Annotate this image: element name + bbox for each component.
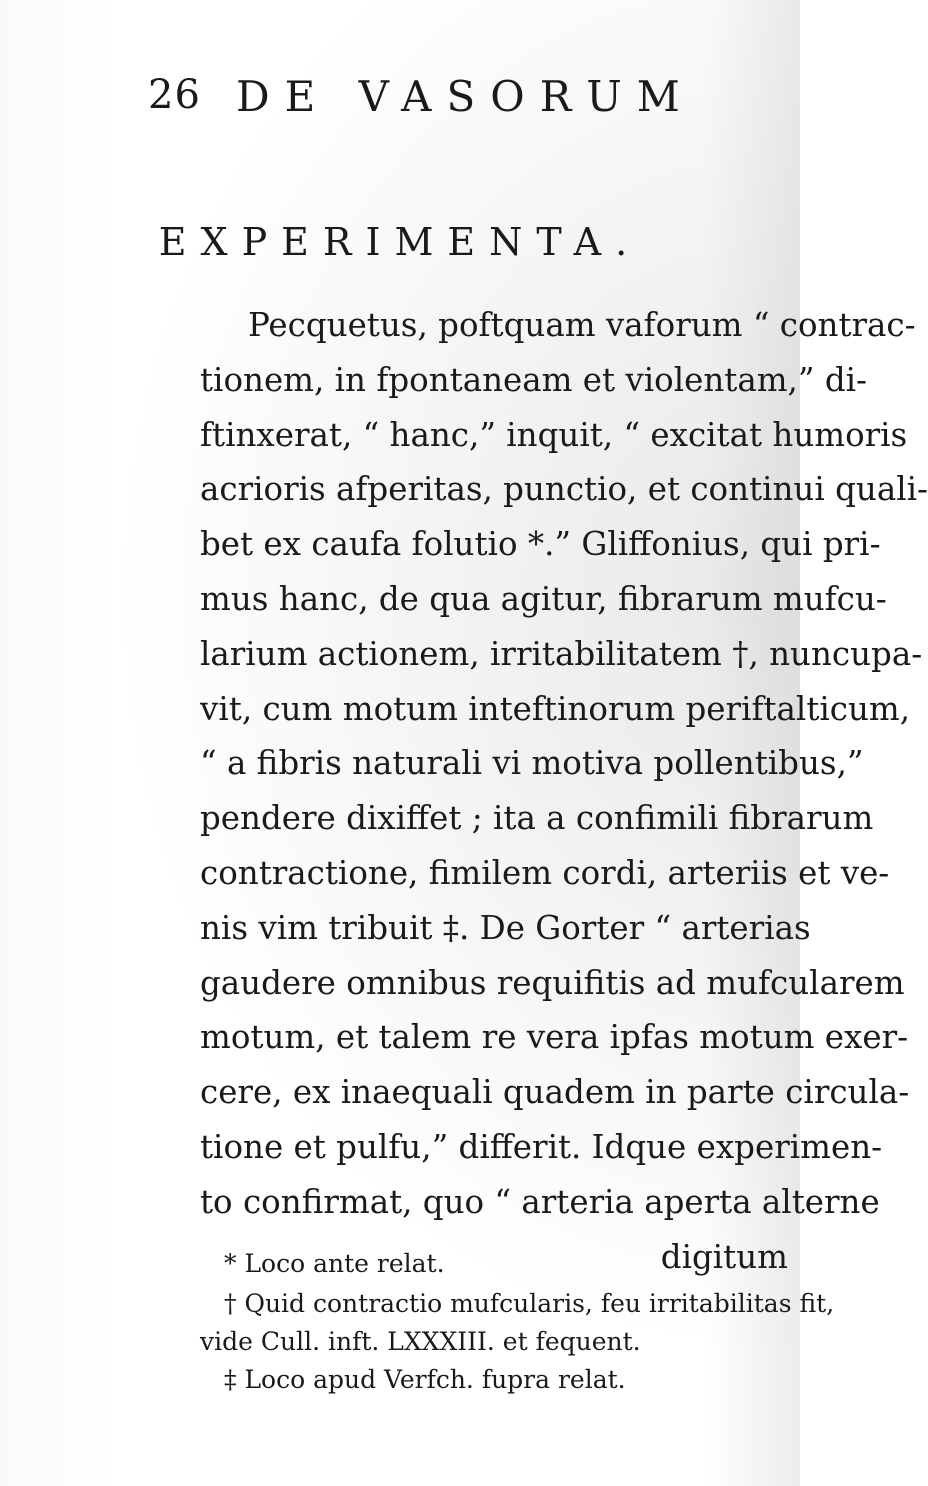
footnote: ‡ Loco apud Verfch. fupra relat. <box>224 1365 626 1394</box>
footnote: † Quid contractio mufcularis, feu irritabilitas fit, <box>224 1289 835 1318</box>
body-line: ftinxerat, “ hanc,” inquit, “ excitat humoris <box>200 415 908 454</box>
body-line: vit, cum motum inteftinorum periftalticum, <box>200 689 911 728</box>
body-line: “ a fibris naturali vi motiva pollentibus,” <box>200 744 864 783</box>
body-line: Pecquetus, poftquam vaforum “ contrac- <box>248 306 916 344</box>
body-line: cere, ex inaequali quadem in parte circula- <box>200 1073 910 1112</box>
section-title: EXPERIMENTA. <box>158 220 642 264</box>
body-line: pendere dixiffet ; ita a confimili fibrarum <box>200 799 874 838</box>
body-line: tionem, in fpontaneam et violentam,” di- <box>200 360 867 399</box>
body-line: contractione, fimilem cordi, arteriis et ve- <box>200 853 890 892</box>
page-header <box>148 72 708 122</box>
running-head: DE VASORUM <box>236 72 695 121</box>
body-line: to confirmat, quo “ arteria aperta alterne <box>200 1182 880 1221</box>
body-line: bet ex caufa folutio *.” Gliffonius, qui pri- <box>200 525 881 564</box>
footnote: vide Cull. inft. LXXXIII. et fequent. <box>200 1327 641 1356</box>
body-text <box>200 298 928 1284</box>
page-number: 26 <box>148 72 201 118</box>
body-line: larium actionem, irritabilitatem †, nuncupa- <box>200 634 923 673</box>
body-line: motum, et talem re vera ipfas motum exer- <box>200 1018 909 1057</box>
catchword: digitum <box>660 1237 788 1276</box>
footnote: * Loco ante relat. <box>224 1249 445 1278</box>
body-line: acrioris afperitas, punctio, et continui quali- <box>200 470 928 509</box>
body-line: mus hanc, de qua agitur, fibrarum mufcu- <box>200 579 887 618</box>
body-line: tione et pulfu,” differit. Idque experimen- <box>200 1127 883 1166</box>
body-line: nis vim tribuit ‡. De Gorter “ arterias <box>200 908 811 947</box>
body-line: gaudere omnibus requifitis ad mufcularem <box>200 963 905 1002</box>
